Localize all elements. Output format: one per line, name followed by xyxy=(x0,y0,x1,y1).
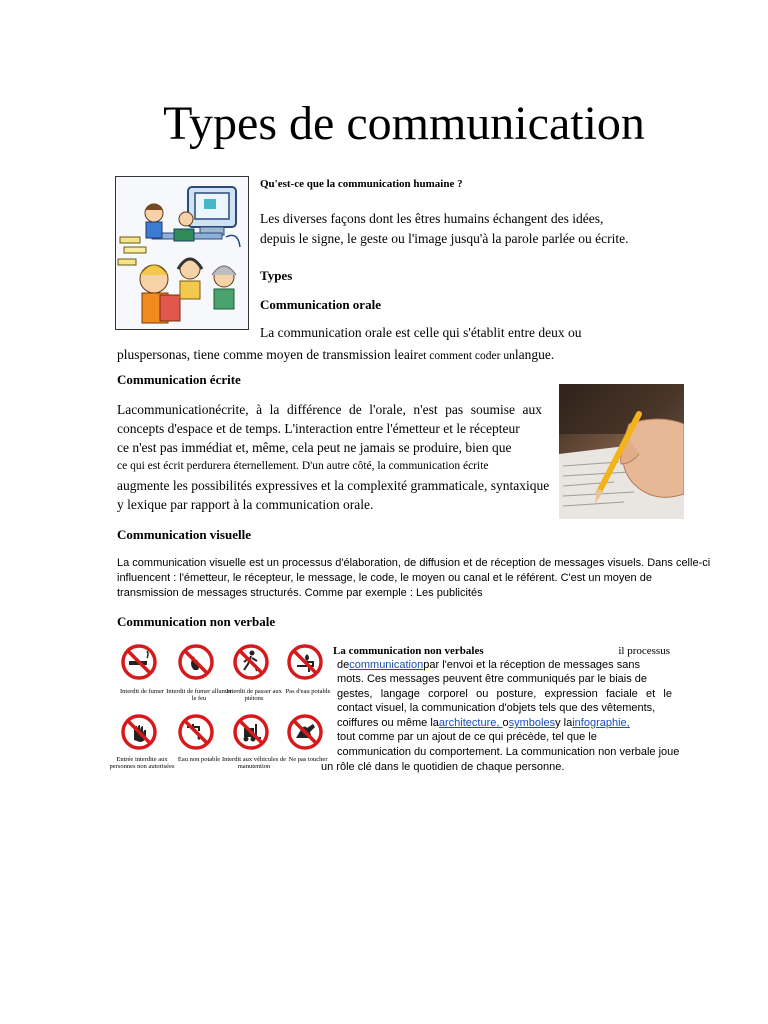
nv-line-9: un rôle clé dans le quotidien de chaque personne. xyxy=(321,761,565,773)
nv-line-5: contact visuel, la communication d'objets tels que des vêtements, xyxy=(337,702,656,714)
nv-line-6a: coiffures ou même la xyxy=(337,717,439,729)
ecrite-line-1: Lacommunicationécrite, à la différence de l'orale, n'est pas soumise aux xyxy=(117,402,542,417)
non-verbale-heading: Communication non verbale xyxy=(117,614,276,629)
prohibition-signs-grid xyxy=(109,644,331,784)
nv-line-2a: de xyxy=(337,659,350,671)
nv-line-7: tout comme par un ajout de ce qui précède, tel que le xyxy=(337,731,597,743)
sign-no-forklift xyxy=(221,714,287,774)
sign-no-fire xyxy=(166,644,232,704)
sign-caption: Entrée interdite aux personnes non autorisées xyxy=(109,756,175,770)
intro-question: Qu'est-ce que la communication humaine ? xyxy=(260,178,463,190)
nv-line-1b: il processus xyxy=(618,645,670,657)
page-title: Types de communication xyxy=(163,97,645,150)
orale-line-2b: et comment coder un xyxy=(418,350,515,362)
nv-line-6 xyxy=(337,716,630,731)
no-forklift-icon xyxy=(233,714,269,750)
orale-line-2c: langue. xyxy=(514,347,555,362)
sign-caption: Ne pas toucher xyxy=(288,756,328,763)
no-drinking-water-icon xyxy=(287,644,323,680)
ecrite-line-3: ce n'est pas immédiat et, même, cela peut ne jamais se produire, bien que xyxy=(117,440,512,455)
communication-link[interactable]: communication xyxy=(349,659,424,671)
visuelle-line-1: La communication visuelle est un processus d'élaboration, de diffusion et de réception de messages visuels. Dans celle-ci xyxy=(117,557,711,569)
orale-heading: Communication orale xyxy=(260,297,381,312)
sign-caption: Eau non potable xyxy=(177,756,221,763)
orale-line-2a: pluspersonas, tiene comme moyen de transmission leair xyxy=(117,347,419,362)
no-fire-icon xyxy=(178,644,214,680)
sign-caption: Interdit de fumer allumer le feu xyxy=(166,688,232,702)
intro-line-2: depuis le signe, le geste ou l'image jusqu'à la parole parlée ou écrite. xyxy=(260,231,629,246)
orale-line-2 xyxy=(117,345,554,366)
sign-no-entry xyxy=(109,714,175,784)
architecture-link[interactable]: architecture, xyxy=(438,717,503,729)
nv-line-4: gestes, langage corporel ou posture, expression faciale et le xyxy=(337,688,672,700)
intro-line-1: Les diverses façons dont les êtres humains échangent des idées, xyxy=(260,211,604,226)
visuelle-line-2: influencent : l'émetteur, le récepteur, le message, le code, le moyen ou canal et le référent. C'est un moyen de xyxy=(117,572,652,584)
sign-no-drinking-water xyxy=(283,644,333,704)
nv-line-2 xyxy=(337,658,640,673)
no-pedestrians-icon xyxy=(233,644,269,680)
types-heading: Types xyxy=(260,268,293,283)
writing-hand-icon xyxy=(559,384,684,519)
orale-line-1: La communication orale est celle qui s'établit entre deux ou xyxy=(260,325,582,340)
children-computer-illustration xyxy=(115,176,249,330)
nv-line-1a: La communication non verbales xyxy=(333,645,484,657)
nv-line-1 xyxy=(333,644,670,659)
writing-hand-photo xyxy=(559,384,684,519)
ecrite-heading: Communication écrite xyxy=(117,372,241,387)
nv-line-6b: o xyxy=(502,717,509,729)
sign-non-potable-water xyxy=(174,714,224,774)
visuelle-heading: Communication visuelle xyxy=(117,527,251,542)
nv-line-6c: y la xyxy=(555,717,573,729)
sign-caption: Interdit de passer aux piétons xyxy=(226,688,282,702)
no-touch-icon xyxy=(287,714,323,750)
visuelle-line-3: transmission de messages structurés. Comme par exemple : Les publicités xyxy=(117,587,483,599)
ecrite-line-4: ce qui est écrit perdurera éternellement. D'un autre côté, la communication écrite xyxy=(117,460,489,472)
ecrite-line-6: y lexique par rapport à la communication orale. xyxy=(117,497,374,512)
sign-caption: Interdit de fumer xyxy=(119,688,165,695)
sign-no-pedestrians xyxy=(226,644,282,704)
ecrite-line-2: concepts d'espace et de temps. L'interaction entre l'émetteur et le récepteur xyxy=(117,421,520,436)
children-computer-icon xyxy=(116,177,248,329)
sign-caption: Interdit aux véhicules de manutention xyxy=(221,756,287,770)
nv-line-8: communication du comportement. La communication non verbale joue xyxy=(337,746,680,758)
nv-line-2b: par l'envoi et la réception de messages sans xyxy=(423,659,640,671)
ecrite-line-5: augmente les possibilités expressives et la complexité grammaticale, syntaxique xyxy=(117,478,550,493)
infographie-link[interactable]: infographie, xyxy=(572,717,630,729)
non-potable-water-icon xyxy=(178,714,214,750)
sign-no-smoking xyxy=(117,644,167,704)
nv-line-3: mots. Ces messages peuvent être communiqués par le biais de xyxy=(337,673,647,685)
no-smoking-icon xyxy=(121,644,157,680)
sign-caption: Pas d'eau potable xyxy=(285,688,331,695)
no-entry-icon xyxy=(121,714,157,750)
symboles-link[interactable]: symboles xyxy=(508,717,556,729)
